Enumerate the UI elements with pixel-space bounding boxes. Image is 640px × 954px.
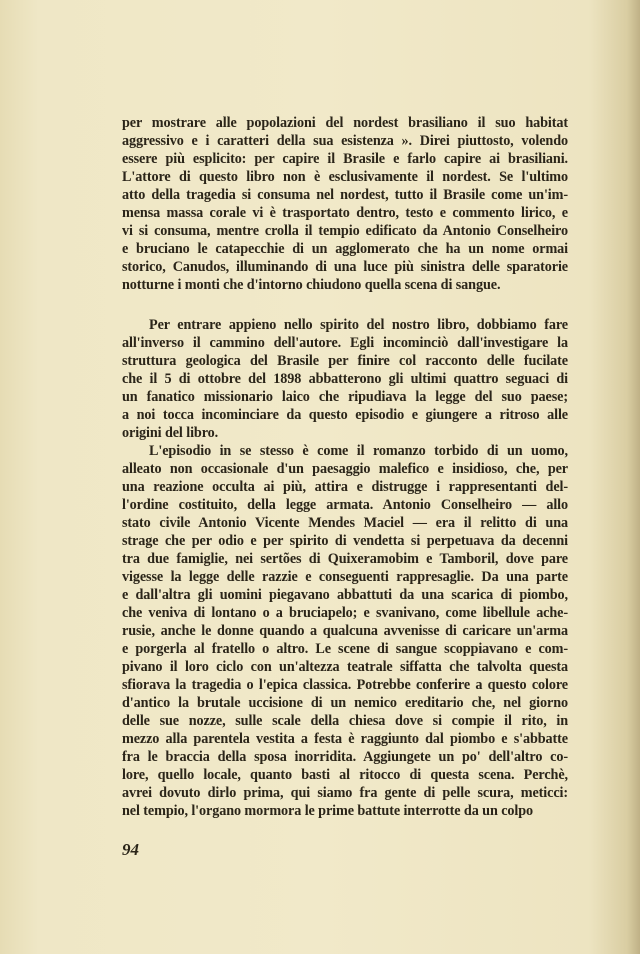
text-line: e bruciano le catapecchie di un agglomerato che ha un nome ormai <box>122 241 568 257</box>
text-line: pivano il loro ciclo con un'altezza teatrale siffatta che talvolta questa <box>122 659 568 675</box>
text-line: alleato non occasionale d'un paesaggio malefico e insidioso, che, per <box>122 461 568 477</box>
text-line: tra due famiglie, nei sertões di Quixeramobim e Tamboril, dove pare <box>122 551 568 567</box>
text-line: e porgerla al fratello o altro. Le scene di sangue scoppiavano e com- <box>122 641 568 657</box>
text-line: origini del libro. <box>122 425 219 441</box>
text-line: avrei dovuto dirlo prima, qui siamo fra gente di pelle scura, meticci: <box>122 785 568 801</box>
text-line: una reazione occulta ai più, attira e distrugge i rappresentanti del- <box>122 479 568 495</box>
text-line: struttura geologica del Brasile per finire col racconto delle fucilate <box>122 353 568 369</box>
text-line: che veniva di lontano o a bruciapelo; e svanivano, come libellule ache- <box>122 605 568 621</box>
paragraph <box>122 114 568 294</box>
text-line: mensa massa corale vi è trasportato dentro, testo e commento lirico, e <box>122 205 568 221</box>
text-line: stato civile Antonio Vicente Mendes Maciel — era il relitto di una <box>122 515 568 531</box>
page-number: 94 <box>122 840 139 859</box>
text-line: a noi tocca incominciare da questo episodio e giungere a ritroso alle <box>122 407 568 423</box>
text-line: atto della tragedia si consuma nel nordest, tutto il Brasile come un'im- <box>122 187 568 203</box>
text-line: aggressivo e i caratteri della sua esistenza ». Direi piuttosto, volendo <box>122 133 568 149</box>
text-line: l'ordine costituito, della legge armata. Antonio Conselheiro — allo <box>122 497 568 513</box>
text-line: storico, Canudos, illuminando di una luce più sinistra delle sparatorie <box>122 259 568 275</box>
text-line: vi si consuma, mentre crolla il tempio edificato da Antonio Conselheiro <box>122 223 568 239</box>
text-line: d'antico la brutale uccisione di un nemico ereditario che, nel giorno <box>122 695 568 711</box>
text-line: L'episodio in se stesso è come il romanzo torbido di un uomo, <box>149 443 568 459</box>
text-line: rusie, anche le donne quando a qualcuna avvenisse di caricare un'arma <box>122 623 568 639</box>
text-line: fra le braccia della sposa inorridita. Aggiungete un po' dell'altro co- <box>122 749 568 765</box>
text-line: Per entrare appieno nello spirito del nostro libro, dobbiamo fare <box>149 317 568 333</box>
paragraph-gap <box>122 294 568 316</box>
paragraph <box>122 316 568 442</box>
text-line: essere più esplicito: per capire il Brasile e farlo capire ai brasiliani. <box>122 151 568 167</box>
text-line: lore, quello locale, quanto basti al ritocco di questa scena. Perchè, <box>122 767 568 783</box>
text-line: nel tempio, l'organo mormora le prime battute interrotte da un colpo <box>122 803 534 819</box>
text-line: notturne i monti che d'intorno chiudono quella scena di sangue. <box>122 277 501 293</box>
text-line: che il 5 di ottobre del 1898 abbatterono gli ultimi quattro seguaci di <box>122 371 568 387</box>
text-line: per mostrare alle popolazioni del nordest brasiliano il suo habitat <box>122 115 568 131</box>
text-line: vigesse la legge delle razzie e conseguenti rappresaglie. Da una parte <box>122 569 568 585</box>
text-line: un fanatico missionario laico che ripudiava la legge del suo paese; <box>122 389 568 405</box>
text-line: L'attore di questo libro non è esclusivamente il nordest. Se l'ultimo <box>122 169 568 185</box>
text-line: sfiorava la tragedia o l'epica classica. Potrebbe conferire a questo colore <box>122 677 568 693</box>
page-body <box>122 114 568 820</box>
text-line: strage che per odio e per spirito di vendetta si perpetuava da decenni <box>122 533 568 549</box>
text-line: all'inverso il cammino dell'autore. Egli incominciò dall'investigare la <box>122 335 568 351</box>
text-line: e dall'altra gli uomini piegavano abbattuti da una scarica di piombo, <box>122 587 568 603</box>
paragraph <box>122 442 568 820</box>
text-line: mezzo alla parentela vestita a festa è raggiunto dal piombo e s'abbatte <box>122 731 568 747</box>
text-line: delle sue nozze, sulle scale della chiesa dove si compie il rito, in <box>122 713 568 729</box>
